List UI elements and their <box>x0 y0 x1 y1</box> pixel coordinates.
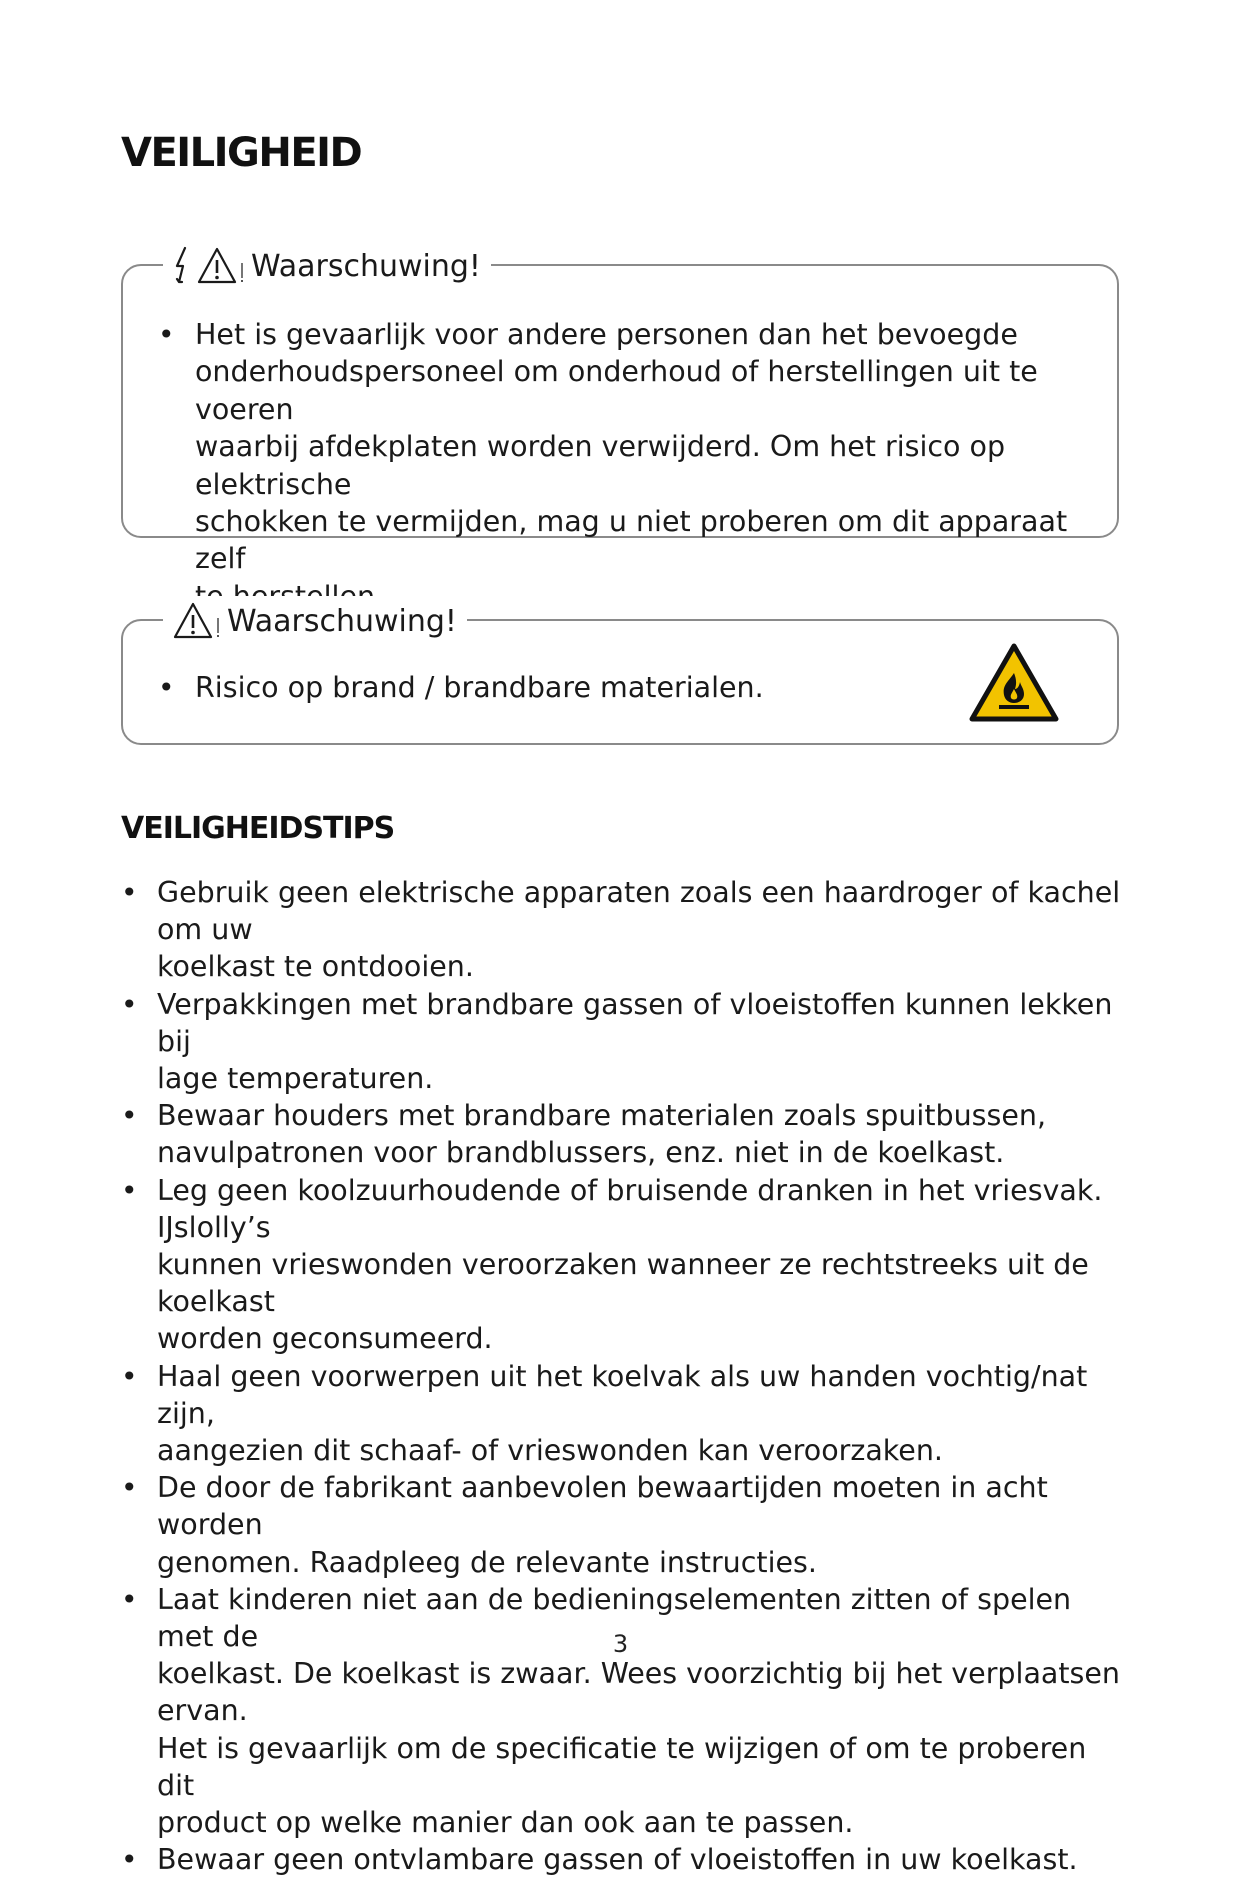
warning-box-electric <box>121 248 1119 576</box>
warning-label: Waarschuwing! <box>227 603 457 639</box>
list-item: • Verpakkingen met brandbare gassen of vloeistoffen kunnen lekken bij lage temperaturen. <box>121 986 1131 1098</box>
section-title: VEILIGHEIDSTIPS <box>121 811 395 846</box>
list-item: • Bewaar geen ontvlambare gassen of vloeistoffen in uw koelkast. <box>121 1841 1131 1878</box>
warning-list <box>158 316 1098 615</box>
warning-box-header <box>163 596 467 646</box>
list-item: • Risico op brand / brandbare materialen. <box>158 669 918 706</box>
warning-box-fire <box>121 603 1119 745</box>
list-item: • Leg geen koolzuurhoudende of bruisende dranken in het vriesvak. IJslolly’s kunnen vrieswonden veroorzaken wanneer ze rechtstreeks uit de koelkast worden geconsumeerd. <box>121 1172 1131 1358</box>
list-item: • Haal geen voorwerpen uit het koelvak als uw handen vochtig/nat zijn, aangezien dit schaaf- of vrieswonden kan veroorzaken. <box>121 1358 1131 1470</box>
warning-label: Waarschuwing! <box>251 248 481 284</box>
warning-box-header <box>163 241 491 291</box>
list-item: • Het is gevaarlijk voor andere personen dan het bevoegde onderhoudspersoneel om onderhoud of herstellingen uit te voeren waarbij afdekplaten worden verwijderd. Om het risico op elektrische schokken te vermijden, mag u niet proberen om dit apparaat zelf <box>158 316 1098 615</box>
list-item: • Gebruik geen elektrische apparaten zoals een haardroger of kachel om uw koelkast te ontdooien. <box>121 874 1131 986</box>
warning-triangle-icon <box>173 601 223 641</box>
list-item: • De door de fabrikant aanbevolen bewaartijden moeten in acht worden genomen. Raadpleeg de relevante instructies. <box>121 1469 1131 1581</box>
electric-shock-icon <box>173 246 193 286</box>
flammable-warning-icon <box>969 643 1059 723</box>
list-item: • Bewaar houders met brandbare materialen zoals spuitbussen, navulpatronen voor brandblussers, enz. niet in de koelkast. <box>121 1097 1131 1171</box>
warning-triangle-icon <box>197 246 247 286</box>
page-number: 3 <box>612 1630 629 1658</box>
safety-tips-list <box>121 874 1131 1878</box>
page-title: VEILIGHEID <box>121 130 362 176</box>
list-item: • Laat kinderen niet aan de bedieningselementen zitten of spelen met de koelkast. De koelkast is zwaar. Wees voorzichtig bij het verplaatsen ervan. Het is gevaarlijk om de specificatie te wijzigen of om te proberen dit product op welke manier dan ook aan te passen. <box>121 1581 1131 1841</box>
warning-list <box>158 669 918 706</box>
